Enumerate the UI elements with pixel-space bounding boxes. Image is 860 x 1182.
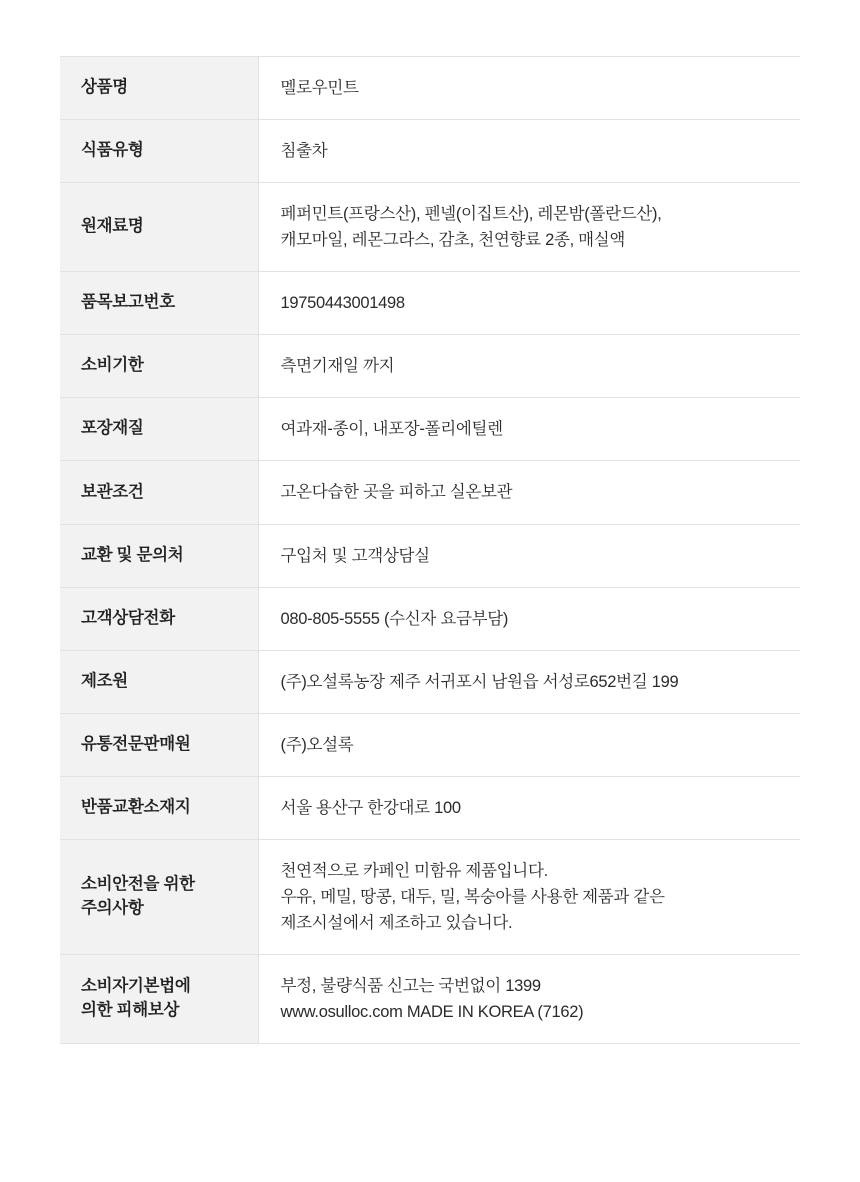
spec-value-line: 제조시설에서 제조하고 있습니다. <box>280 913 513 932</box>
spec-value-line: 천연적으로 카페인 미함유 제품입니다. <box>280 861 548 880</box>
spec-value <box>258 650 800 713</box>
spec-value-line: 캐모마일, 레몬그라스, 감초, 천연향료 2종, 매실액 <box>280 231 626 250</box>
spec-value-line: 구입처 및 고객상담실 <box>280 546 430 565</box>
spec-value-line: 19750443001498 <box>280 294 405 313</box>
spec-value <box>258 335 800 398</box>
spec-value-line: 측면기재일 까지 <box>280 357 395 376</box>
product-spec-body <box>60 57 800 1044</box>
spec-label-line: 유통전문판매원 <box>81 734 191 753</box>
table-row <box>60 587 800 650</box>
spec-value <box>258 839 800 954</box>
product-spec-table <box>60 56 800 1044</box>
table-row <box>60 713 800 776</box>
table-row <box>60 839 800 954</box>
table-row <box>60 272 800 335</box>
spec-value-line: 멜로우민트 <box>280 79 359 97</box>
spec-value-line: www.osulloc.com MADE IN KOREA (7162) <box>280 1003 584 1022</box>
spec-label <box>60 776 258 839</box>
spec-value <box>258 272 800 335</box>
spec-label <box>60 461 258 524</box>
spec-label-line: 식품유형 <box>81 141 144 160</box>
spec-value-line: 여과재-종이, 내포장-폴리에틸렌 <box>280 420 503 439</box>
spec-value-line: 080-805-5555 (수신자 요금부담) <box>280 609 509 628</box>
spec-value-line: 서울 용산구 한강대로 100 <box>280 798 461 817</box>
spec-label <box>60 524 258 587</box>
spec-value-line: 고온다습한 곳을 피하고 실온보관 <box>280 483 513 502</box>
spec-value <box>258 713 800 776</box>
spec-label-line: 소비자기본법에 <box>81 977 191 996</box>
spec-value-line: (주)오설록 <box>280 735 354 754</box>
table-row <box>60 461 800 524</box>
spec-label-line: 제조원 <box>81 671 128 690</box>
spec-value-line: 부정, 불량식품 신고는 국번없이 1399 <box>280 977 541 995</box>
spec-label <box>60 839 258 954</box>
table-row <box>60 120 800 183</box>
table-row <box>60 183 800 272</box>
spec-label-line: 의한 피해보상 <box>81 1001 180 1020</box>
spec-value <box>258 776 800 839</box>
spec-value <box>258 398 800 461</box>
spec-label-line: 주의사항 <box>81 898 144 917</box>
spec-label-line: 소비안전을 위한 <box>81 874 195 893</box>
spec-label-line: 소비기한 <box>81 356 144 375</box>
spec-value-line: 페퍼민트(프랑스산), 펜넬(이집트산), 레몬밤(폴란드산), <box>280 205 662 224</box>
spec-label-line: 원재료명 <box>81 217 144 236</box>
spec-value <box>258 955 800 1044</box>
table-row <box>60 57 800 120</box>
table-row <box>60 524 800 587</box>
spec-value-line: (주)오설록농장 제주 서귀포시 남원읍 서성로652번길 199 <box>280 672 679 691</box>
table-row <box>60 776 800 839</box>
spec-value-line: 침출차 <box>280 142 328 161</box>
table-row <box>60 650 800 713</box>
spec-value <box>258 524 800 587</box>
spec-label-line: 품목보고번호 <box>81 293 175 312</box>
spec-label <box>60 587 258 650</box>
table-row <box>60 955 800 1044</box>
table-row <box>60 398 800 461</box>
spec-value <box>258 57 800 120</box>
table-row <box>60 335 800 398</box>
spec-label <box>60 650 258 713</box>
spec-label-line: 상품명 <box>81 78 128 97</box>
spec-label-line: 보관조건 <box>81 482 144 501</box>
spec-value <box>258 461 800 524</box>
spec-label <box>60 272 258 335</box>
spec-label-line: 반품교환소재지 <box>81 797 191 816</box>
spec-label <box>60 183 258 272</box>
spec-label <box>60 713 258 776</box>
spec-label <box>60 955 258 1044</box>
spec-label <box>60 57 258 120</box>
spec-label <box>60 120 258 183</box>
spec-value <box>258 587 800 650</box>
spec-label-line: 교환 및 문의처 <box>81 545 184 564</box>
spec-value-line: 우유, 메밀, 땅콩, 대두, 밀, 복숭아를 사용한 제품과 같은 <box>280 887 665 906</box>
spec-label <box>60 398 258 461</box>
spec-value <box>258 183 800 272</box>
spec-value <box>258 120 800 183</box>
spec-label-line: 포장재질 <box>81 419 144 438</box>
spec-label-line: 고객상담전화 <box>81 608 175 627</box>
spec-label <box>60 335 258 398</box>
